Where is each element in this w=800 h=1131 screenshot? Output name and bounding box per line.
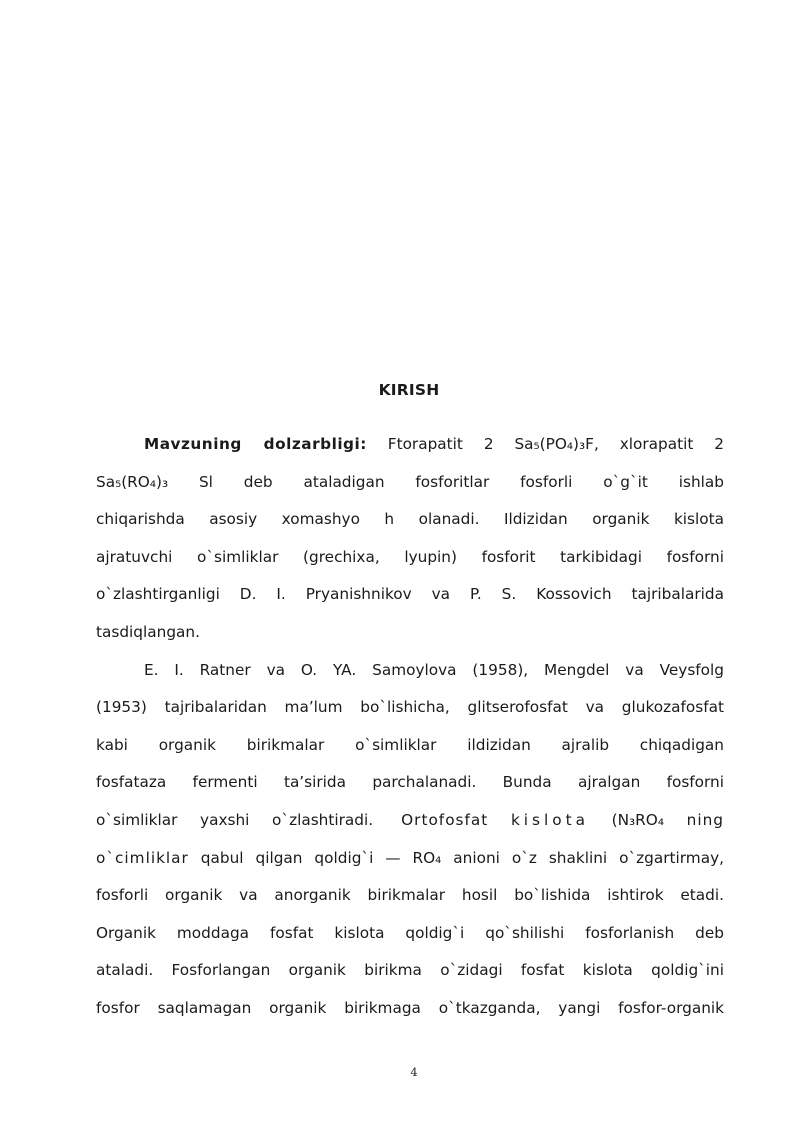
paragraph-2-line-4: fosfataza fermenti ta’sirida parchalanadi. Bunda ajralgan fosforni xyxy=(96,773,724,792)
text-span: ning xyxy=(686,810,724,829)
text-span: Ftorapatit 2 Sa₅(PO₄)₃F, xlorapatit 2 xyxy=(366,435,725,453)
paragraph-2-line-9: ataladi. Fosforlangan organik birikma o`zidagi fosfat kislota qoldig`ini xyxy=(96,961,724,980)
text-span: Ortofosfat xyxy=(401,810,489,829)
paragraph-2-line-3: kabi organik birikmalar o`simliklar ildizidan ajralib chiqadigan xyxy=(96,735,724,754)
paragraph-2-line-1: E. I. Ratner va O. YA. Samoylova (1958), Mengdel va Veysfolg xyxy=(144,660,724,679)
text-span: o`cimliklar xyxy=(96,848,189,867)
paragraph-2-line-8: Organik moddaga fosfat kislota qoldig`i qo`shilishi fosforlanish deb xyxy=(96,923,724,942)
paragraph-1-line-2: Sa₅(RO₄)₃ Sl deb ataladigan fosforitlar fosforli o`g`it ishlab xyxy=(96,472,724,491)
paragraph-1-line-1 xyxy=(96,426,724,464)
paragraph-2-line-2: (1953) tajribalaridan ma’lum bo`lishicha, glitserofosfat va glukozafosfat xyxy=(96,698,724,717)
paragraph-2-line-7: fosforli organik va anorganik birikmalar hosil bo`lishida ishtirok etadi. xyxy=(96,886,724,905)
page-number: 4 xyxy=(410,1066,418,1079)
text-span: o`simliklar yaxshi o`zlashtiradi. xyxy=(96,810,374,829)
section-heading: KIRISH xyxy=(378,381,440,399)
paragraph-1-line-6: tasdiqlangan. xyxy=(96,622,200,641)
paragraph-1-line-4: ajratuvchi o`simliklar (grechixa, lyupin) fosforit tarkibidagi fosforni xyxy=(96,547,724,566)
paragraph-2-line-5 xyxy=(96,802,724,840)
body-text xyxy=(96,426,724,1028)
paragraph-2-line-6 xyxy=(96,840,724,878)
paragraph-1-line-5: o`zlashtirganligi D. I. Pryanishnikov va P. S. Kossovich tajribalarida xyxy=(96,585,724,604)
paragraph-1-line-3: chiqarishda asosiy xomashyo h olanadi. Ildizidan organik kislota xyxy=(96,510,724,529)
topic-label: Mavzuning dolzarbligi: xyxy=(144,435,367,453)
text-span: (N₃RO₄ xyxy=(611,810,664,829)
text-span: qabul qilgan qoldig`i — RO₄ anioni o`z shaklini o`zgartirmay, xyxy=(200,848,724,867)
text-span: kislota xyxy=(510,810,589,829)
paragraph-2-line-10: fosfor saqlamagan organik birikmaga o`tkazganda, yangi fosfor-organik xyxy=(96,998,724,1017)
